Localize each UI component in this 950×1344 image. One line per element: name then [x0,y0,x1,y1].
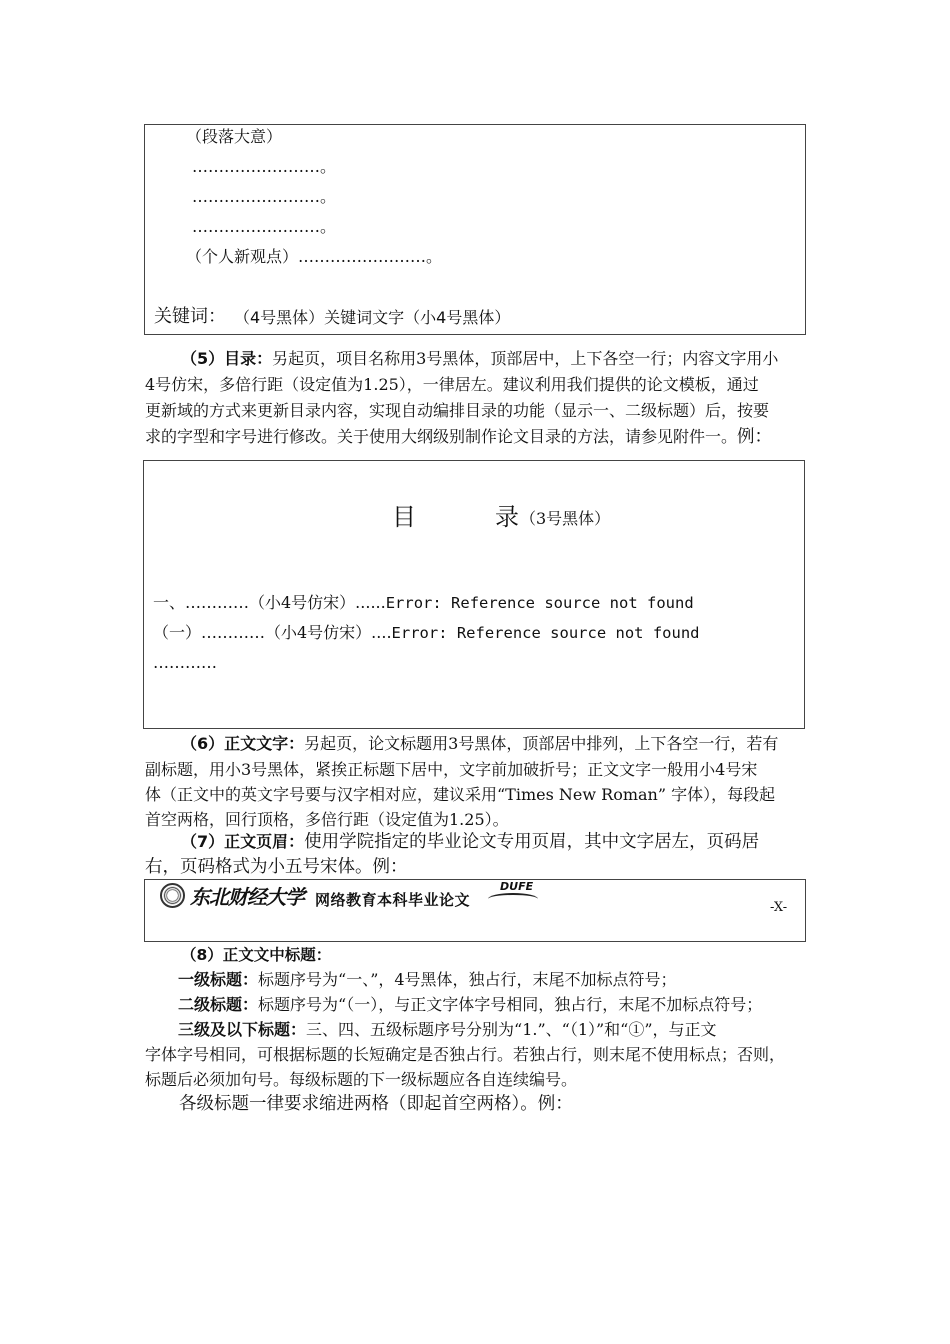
section6-line-1 [181,734,778,754]
toc-entry-2-error: Error: Reference source not found [391,624,700,642]
level1-label: 一级标题： [178,970,259,989]
logo-calligraphy: 东北财经大学 [190,885,304,909]
level1-text: 标题序号为“一、”，4号黑体，独占行，末尾不加标点符号； [258,970,677,989]
section8-level3-line-2: 字体字号相同，可根据标题的长短确定是否独占行。若独占行，则末尾不使用标点；否则， [145,1045,786,1064]
toc-entry-3: ………… [153,653,217,672]
section5-line-2: 4号仿宋，多倍行距（设定值为1.25），一律居左。建议利用我们提供的论文模板，通过 [145,375,759,394]
section8-level2 [178,995,762,1015]
section7-line-2: 右，页码格式为小五号宋体。例： [145,857,408,877]
section5-line-1 [181,349,778,369]
section7-text-1: 使用学院指定的毕业论文专用页眉，其中文字居左，页码居 [304,832,760,852]
section5-example: 例： [737,427,773,447]
section6-text-1: 另起页，论文标题用3号黑体，顶部居中排列，上下各空一行，若有 [304,734,779,753]
section8-final: 各级标题一律要求缩进两格（即起首空两格）。例： [179,1094,573,1114]
toc-title-char-2: 录 [495,503,519,531]
keywords-text: （4号黑体）关键词文字（小4号黑体） [234,308,511,327]
section6-line-2: 副标题，用小3号黑体，紧挨正标题下居中，文字前加破折号；正文文字一般用小4号宋 [145,760,758,779]
keywords-label: 关键词： [154,306,226,327]
header-page-number: -X- [770,900,788,915]
section8-label: （8）正文文中标题： [181,946,332,964]
section5-text-1: 另起页，项目名称用3号黑体，顶部居中，上下各空一行；内容文字用小 [272,349,779,368]
abstract-line-2: ……………………。 [192,157,337,176]
section6-label: （6）正文文字： [181,734,305,753]
section5-line-4 [145,427,772,447]
university-seal-logo [160,883,185,908]
toc-title-note: （3号黑体） [520,509,611,528]
section6-line-4: 首空两格，回行顶格，多倍行距（设定值为1.25）。 [145,810,509,829]
toc-entry-1-prefix: 一、…………（小4号仿宋）...... [153,593,386,612]
section7-line-1 [181,832,759,852]
toc-entry-1 [153,593,694,613]
section5-label: （5）目录： [181,349,273,368]
level3-text-1: 三、四、五级标题序号分别为“1.”、“（1）”和“①”，与正文 [306,1020,717,1039]
section6-line-3: 体（正文中的英文字号要与汉字相对应，建议采用“Times New Roman” 字体），每段起 [145,785,776,804]
toc-title-char-1: 目 [392,503,416,531]
abstract-line-1: （段落大意） [186,127,283,146]
toc-entry-2-prefix: （一）…………（小4号仿宋）.... [153,623,392,642]
section5-text-4: 求的字型和字号进行修改。关于使用大纲级别制作论文目录的方法，请参见附件一。 [145,427,738,446]
toc-entry-1-error: Error: Reference source not found [385,594,694,612]
logo-swoosh-icon [488,893,538,905]
level2-label: 二级标题： [178,995,259,1014]
logo-abbrev: DUFE [500,880,534,893]
section8-level3-line-1 [178,1020,717,1040]
section8-level3-line-3: 标题后必须加句号。每级标题的下一级标题应各自连续编号。 [145,1070,578,1089]
logo-text: 网络教育本科毕业论文 [315,891,471,909]
abstract-line-5: （个人新观点）……………………。 [186,247,443,266]
abstract-line-4: ……………………。 [192,217,337,236]
level3-label: 三级及以下标题： [178,1020,307,1039]
abstract-line-3: ……………………。 [192,187,337,206]
section8-level1 [178,970,677,990]
section7-label: （7）正文页眉： [181,832,305,851]
toc-entry-2 [153,623,699,643]
section5-line-3: 更新域的方式来更新目录内容，实现自动编排目录的功能（显示一、二级标题）后，按要 [145,401,770,420]
level2-text: 标题序号为“（一），与正文字体字号相同，独占行，末尾不加标点符号； [258,995,763,1014]
